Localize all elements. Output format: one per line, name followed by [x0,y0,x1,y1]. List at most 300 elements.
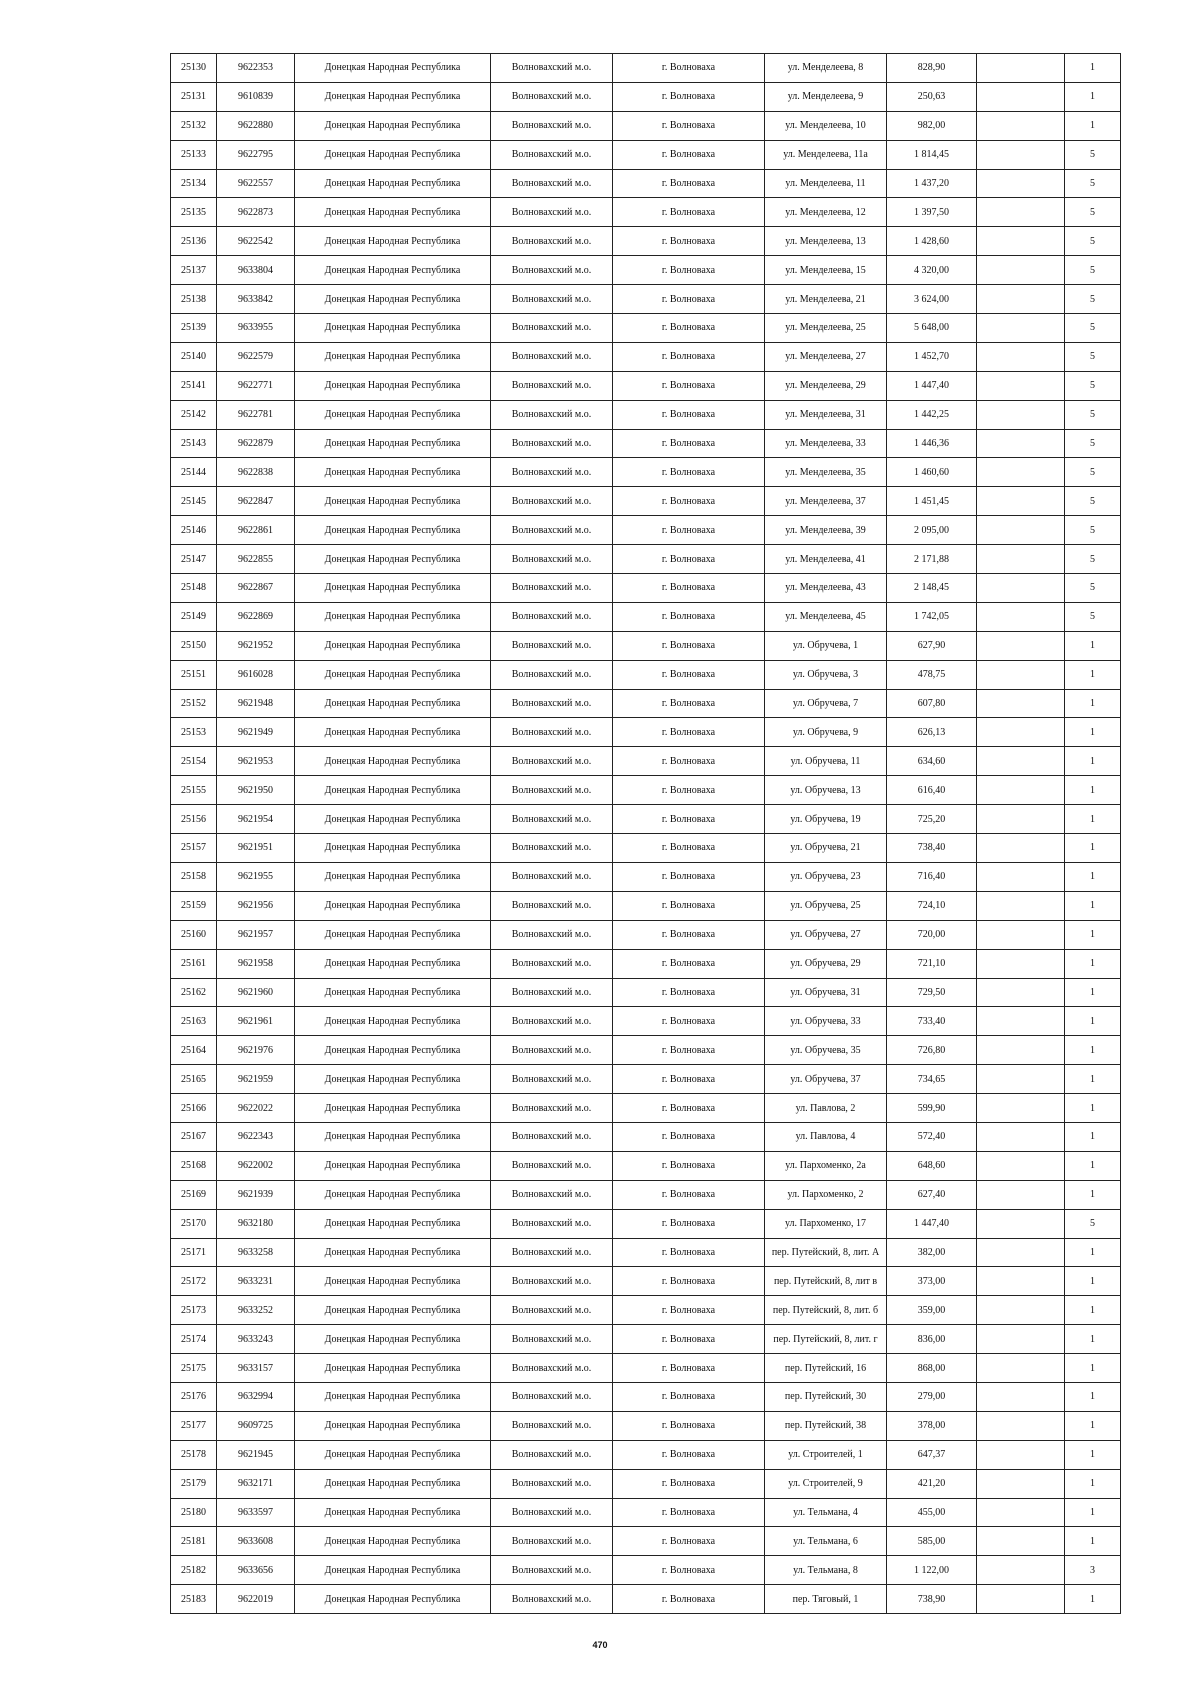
count-value: 5 [1065,169,1121,198]
period-value [977,1209,1065,1238]
street-address: ул. Обручева, 31 [765,978,887,1007]
district-name: Волновахский м.о. [491,169,613,198]
city-name: г. Волноваха [613,1094,765,1123]
street-address: ул. Обручева, 9 [765,718,887,747]
table-row [171,545,1121,574]
city-name: г. Волноваха [613,1122,765,1151]
street-address: пер. Путейский, 30 [765,1382,887,1411]
city-name: г. Волноваха [613,1238,765,1267]
street-address: ул. Менделеева, 11а [765,140,887,169]
region-name: Донецкая Народная Республика [295,1209,491,1238]
object-id: 9621950 [217,776,295,805]
city-name: г. Волноваха [613,978,765,1007]
region-name: Донецкая Народная Республика [295,747,491,776]
table-row [171,111,1121,140]
street-address: пер. Путейский, 8, лит. г [765,1325,887,1354]
table-row [171,776,1121,805]
region-name: Донецкая Народная Республика [295,1527,491,1556]
period-value [977,82,1065,111]
area-value: 1 814,45 [887,140,977,169]
table-row [171,1498,1121,1527]
street-address: ул. Менделеева, 11 [765,169,887,198]
table-row [171,1065,1121,1094]
row-number: 25154 [171,747,217,776]
object-id: 9610839 [217,82,295,111]
region-name: Донецкая Народная Республика [295,1440,491,1469]
row-number: 25173 [171,1296,217,1325]
region-name: Донецкая Народная Республика [295,371,491,400]
area-value: 634,60 [887,747,977,776]
row-number: 25145 [171,487,217,516]
table-row [171,1527,1121,1556]
district-name: Волновахский м.о. [491,1411,613,1440]
count-value: 1 [1065,1036,1121,1065]
area-value: 572,40 [887,1122,977,1151]
period-value [977,1556,1065,1585]
district-name: Волновахский м.о. [491,1556,613,1585]
table-row [171,689,1121,718]
row-number: 25177 [171,1411,217,1440]
period-value [977,545,1065,574]
object-id: 9622795 [217,140,295,169]
period-value [977,574,1065,603]
district-name: Волновахский м.о. [491,256,613,285]
row-number: 25160 [171,920,217,949]
area-value: 626,13 [887,718,977,747]
area-value: 1 447,40 [887,1209,977,1238]
region-name: Донецкая Народная Республика [295,834,491,863]
object-id: 9633157 [217,1354,295,1383]
row-number: 25156 [171,805,217,834]
street-address: ул. Павлова, 2 [765,1094,887,1123]
street-address: ул. Строителей, 1 [765,1440,887,1469]
area-value: 1 451,45 [887,487,977,516]
street-address: ул. Обручева, 33 [765,1007,887,1036]
row-number: 25138 [171,285,217,314]
street-address: ул. Тельмана, 8 [765,1556,887,1585]
period-value [977,949,1065,978]
city-name: г. Волноваха [613,1065,765,1094]
row-number: 25140 [171,342,217,371]
period-value [977,776,1065,805]
row-number: 25151 [171,660,217,689]
street-address: ул. Обручева, 29 [765,949,887,978]
region-name: Донецкая Народная Республика [295,1411,491,1440]
object-id: 9632994 [217,1382,295,1411]
period-value [977,1180,1065,1209]
region-name: Донецкая Народная Республика [295,1180,491,1209]
district-name: Волновахский м.о. [491,1238,613,1267]
count-value: 1 [1065,862,1121,891]
row-number: 25133 [171,140,217,169]
row-number: 25130 [171,54,217,83]
street-address: ул. Пархоменко, 17 [765,1209,887,1238]
street-address: пер. Путейский, 38 [765,1411,887,1440]
count-value: 1 [1065,1527,1121,1556]
area-value: 738,90 [887,1585,977,1614]
period-value [977,631,1065,660]
object-id: 9633804 [217,256,295,285]
district-name: Волновахский м.о. [491,314,613,343]
object-id: 9622873 [217,198,295,227]
object-id: 9621976 [217,1036,295,1065]
object-id: 9621955 [217,862,295,891]
table-row [171,516,1121,545]
district-name: Волновахский м.о. [491,689,613,718]
district-name: Волновахский м.о. [491,1267,613,1296]
count-value: 1 [1065,1180,1121,1209]
area-value: 720,00 [887,920,977,949]
region-name: Донецкая Народная Республика [295,342,491,371]
area-value: 738,40 [887,834,977,863]
table-row [171,487,1121,516]
object-id: 9632180 [217,1209,295,1238]
area-value: 1 397,50 [887,198,977,227]
city-name: г. Волноваха [613,805,765,834]
period-value [977,198,1065,227]
area-value: 2 095,00 [887,516,977,545]
city-name: г. Волноваха [613,718,765,747]
area-value: 729,50 [887,978,977,1007]
city-name: г. Волноваха [613,1209,765,1238]
period-value [977,978,1065,1007]
period-value [977,487,1065,516]
district-name: Волновахский м.о. [491,718,613,747]
row-number: 25175 [171,1354,217,1383]
row-number: 25159 [171,891,217,920]
object-id: 9622771 [217,371,295,400]
period-value [977,1007,1065,1036]
region-name: Донецкая Народная Республика [295,458,491,487]
row-number: 25171 [171,1238,217,1267]
count-value: 3 [1065,1556,1121,1585]
region-name: Донецкая Народная Республика [295,718,491,747]
city-name: г. Волноваха [613,574,765,603]
period-value [977,371,1065,400]
count-value: 5 [1065,198,1121,227]
street-address: ул. Менделеева, 9 [765,82,887,111]
row-number: 25149 [171,602,217,631]
city-name: г. Волноваха [613,631,765,660]
table-row [171,1296,1121,1325]
area-value: 836,00 [887,1325,977,1354]
row-number: 25178 [171,1440,217,1469]
region-name: Донецкая Народная Республика [295,1469,491,1498]
district-name: Волновахский м.о. [491,631,613,660]
period-value [977,1354,1065,1383]
city-name: г. Волноваха [613,862,765,891]
period-value [977,1036,1065,1065]
area-value: 2 148,45 [887,574,977,603]
district-name: Волновахский м.о. [491,1585,613,1614]
area-value: 2 171,88 [887,545,977,574]
area-value: 1 428,60 [887,227,977,256]
table-row [171,371,1121,400]
region-name: Донецкая Народная Республика [295,198,491,227]
table-row [171,1440,1121,1469]
region-name: Донецкая Народная Республика [295,82,491,111]
street-address: ул. Менделеева, 31 [765,400,887,429]
row-number: 25174 [171,1325,217,1354]
table-row [171,54,1121,83]
object-id: 9622847 [217,487,295,516]
count-value: 1 [1065,111,1121,140]
table-row [171,1411,1121,1440]
object-id: 9633231 [217,1267,295,1296]
street-address: ул. Тельмана, 4 [765,1498,887,1527]
city-name: г. Волноваха [613,429,765,458]
count-value: 1 [1065,631,1121,660]
table-row [171,256,1121,285]
count-value: 1 [1065,1585,1121,1614]
count-value: 1 [1065,1382,1121,1411]
street-address: ул. Тельмана, 6 [765,1527,887,1556]
region-name: Донецкая Народная Республика [295,1325,491,1354]
count-value: 1 [1065,1296,1121,1325]
period-value [977,718,1065,747]
count-value: 5 [1065,516,1121,545]
district-name: Волновахский м.о. [491,920,613,949]
table-row [171,1556,1121,1585]
street-address: ул. Обручева, 11 [765,747,887,776]
city-name: г. Волноваха [613,602,765,631]
city-name: г. Волноваха [613,1007,765,1036]
area-value: 734,65 [887,1065,977,1094]
registry-table [170,53,1121,1614]
period-value [977,689,1065,718]
district-name: Волновахский м.о. [491,891,613,920]
table-row [171,1585,1121,1614]
period-value [977,1065,1065,1094]
street-address: ул. Строителей, 9 [765,1469,887,1498]
row-number: 25131 [171,82,217,111]
city-name: г. Волноваха [613,516,765,545]
count-value: 5 [1065,602,1121,631]
period-value [977,314,1065,343]
table-row [171,660,1121,689]
city-name: г. Волноваха [613,82,765,111]
street-address: ул. Обручева, 13 [765,776,887,805]
count-value: 5 [1065,429,1121,458]
count-value: 1 [1065,1122,1121,1151]
district-name: Волновахский м.о. [491,805,613,834]
district-name: Волновахский м.о. [491,834,613,863]
row-number: 25163 [171,1007,217,1036]
object-id: 9622781 [217,400,295,429]
object-id: 9622579 [217,342,295,371]
count-value: 5 [1065,371,1121,400]
district-name: Волновахский м.о. [491,862,613,891]
area-value: 716,40 [887,862,977,891]
district-name: Волновахский м.о. [491,54,613,83]
area-value: 627,40 [887,1180,977,1209]
area-value: 982,00 [887,111,977,140]
district-name: Волновахский м.о. [491,776,613,805]
district-name: Волновахский м.о. [491,545,613,574]
row-number: 25147 [171,545,217,574]
count-value: 5 [1065,487,1121,516]
street-address: ул. Павлова, 4 [765,1122,887,1151]
region-name: Донецкая Народная Республика [295,920,491,949]
area-value: 5 648,00 [887,314,977,343]
street-address: ул. Менделеева, 37 [765,487,887,516]
object-id: 9633252 [217,1296,295,1325]
row-number: 25158 [171,862,217,891]
district-name: Волновахский м.о. [491,342,613,371]
period-value [977,1411,1065,1440]
street-address: ул. Менделеева, 12 [765,198,887,227]
area-value: 725,20 [887,805,977,834]
area-value: 1 447,40 [887,371,977,400]
city-name: г. Волноваха [613,1325,765,1354]
row-number: 25167 [171,1122,217,1151]
row-number: 25179 [171,1469,217,1498]
district-name: Волновахский м.о. [491,285,613,314]
object-id: 9622002 [217,1151,295,1180]
street-address: ул. Менделеева, 41 [765,545,887,574]
district-name: Волновахский м.о. [491,978,613,1007]
object-id: 9622019 [217,1585,295,1614]
street-address: ул. Менделеева, 13 [765,227,887,256]
district-name: Волновахский м.о. [491,1007,613,1036]
table-row [171,602,1121,631]
district-name: Волновахский м.о. [491,1527,613,1556]
count-value: 5 [1065,574,1121,603]
street-address: ул. Обручева, 1 [765,631,887,660]
table-row [171,891,1121,920]
object-id: 9621959 [217,1065,295,1094]
object-id: 9633955 [217,314,295,343]
period-value [977,1296,1065,1325]
count-value: 5 [1065,400,1121,429]
row-number: 25176 [171,1382,217,1411]
street-address: ул. Обручева, 23 [765,862,887,891]
area-value: 4 320,00 [887,256,977,285]
region-name: Донецкая Народная Республика [295,545,491,574]
object-id: 9622353 [217,54,295,83]
object-id: 9621956 [217,891,295,920]
city-name: г. Волноваха [613,689,765,718]
area-value: 726,80 [887,1036,977,1065]
area-value: 3 624,00 [887,285,977,314]
count-value: 1 [1065,978,1121,1007]
row-number: 25150 [171,631,217,660]
period-value [977,747,1065,776]
city-name: г. Волноваха [613,949,765,978]
table-row [171,718,1121,747]
area-value: 455,00 [887,1498,977,1527]
street-address: ул. Обручева, 7 [765,689,887,718]
period-value [977,1440,1065,1469]
area-value: 378,00 [887,1411,977,1440]
table-row [171,805,1121,834]
count-value: 1 [1065,1238,1121,1267]
period-value [977,1122,1065,1151]
area-value: 616,40 [887,776,977,805]
object-id: 9633842 [217,285,295,314]
row-number: 25183 [171,1585,217,1614]
street-address: ул. Обручева, 19 [765,805,887,834]
object-id: 9622343 [217,1122,295,1151]
region-name: Донецкая Народная Республика [295,574,491,603]
district-name: Волновахский м.о. [491,1065,613,1094]
district-name: Волновахский м.о. [491,1209,613,1238]
district-name: Волновахский м.о. [491,487,613,516]
period-value [977,891,1065,920]
street-address: ул. Менделеева, 45 [765,602,887,631]
street-address: пер. Путейский, 16 [765,1354,887,1383]
table-row [171,1469,1121,1498]
object-id: 9633608 [217,1527,295,1556]
district-name: Волновахский м.о. [491,1440,613,1469]
region-name: Донецкая Народная Республика [295,1354,491,1383]
district-name: Волновахский м.о. [491,1325,613,1354]
object-id: 9621957 [217,920,295,949]
table-row [171,169,1121,198]
period-value [977,1382,1065,1411]
object-id: 9616028 [217,660,295,689]
table-row [171,1122,1121,1151]
street-address: пер. Путейский, 8, лит. б [765,1296,887,1325]
count-value: 1 [1065,1354,1121,1383]
count-value: 5 [1065,285,1121,314]
street-address: ул. Менделеева, 29 [765,371,887,400]
region-name: Донецкая Народная Республика [295,1382,491,1411]
city-name: г. Волноваха [613,891,765,920]
count-value: 1 [1065,1007,1121,1036]
area-value: 585,00 [887,1527,977,1556]
city-name: г. Волноваха [613,776,765,805]
region-name: Донецкая Народная Республика [295,862,491,891]
region-name: Донецкая Народная Республика [295,140,491,169]
district-name: Волновахский м.о. [491,949,613,978]
city-name: г. Волноваха [613,400,765,429]
city-name: г. Волноваха [613,1498,765,1527]
street-address: ул. Менделеева, 15 [765,256,887,285]
row-number: 25136 [171,227,217,256]
area-value: 382,00 [887,1238,977,1267]
street-address: ул. Менделеева, 25 [765,314,887,343]
region-name: Донецкая Народная Республика [295,1151,491,1180]
city-name: г. Волноваха [613,1267,765,1296]
street-address: ул. Обручева, 25 [765,891,887,920]
row-number: 25144 [171,458,217,487]
table-row [171,198,1121,227]
row-number: 25157 [171,834,217,863]
city-name: г. Волноваха [613,1469,765,1498]
district-name: Волновахский м.о. [491,1094,613,1123]
period-value [977,920,1065,949]
area-value: 279,00 [887,1382,977,1411]
region-name: Донецкая Народная Республика [295,891,491,920]
table-row [171,429,1121,458]
region-name: Донецкая Народная Республика [295,285,491,314]
district-name: Волновахский м.о. [491,111,613,140]
area-value: 421,20 [887,1469,977,1498]
count-value: 5 [1065,545,1121,574]
count-value: 5 [1065,227,1121,256]
count-value: 5 [1065,458,1121,487]
city-name: г. Волноваха [613,256,765,285]
area-value: 607,80 [887,689,977,718]
table-row [171,949,1121,978]
table-row [171,458,1121,487]
region-name: Донецкая Народная Республика [295,978,491,1007]
count-value: 1 [1065,1498,1121,1527]
region-name: Донецкая Народная Республика [295,256,491,285]
table-row [171,400,1121,429]
period-value [977,285,1065,314]
